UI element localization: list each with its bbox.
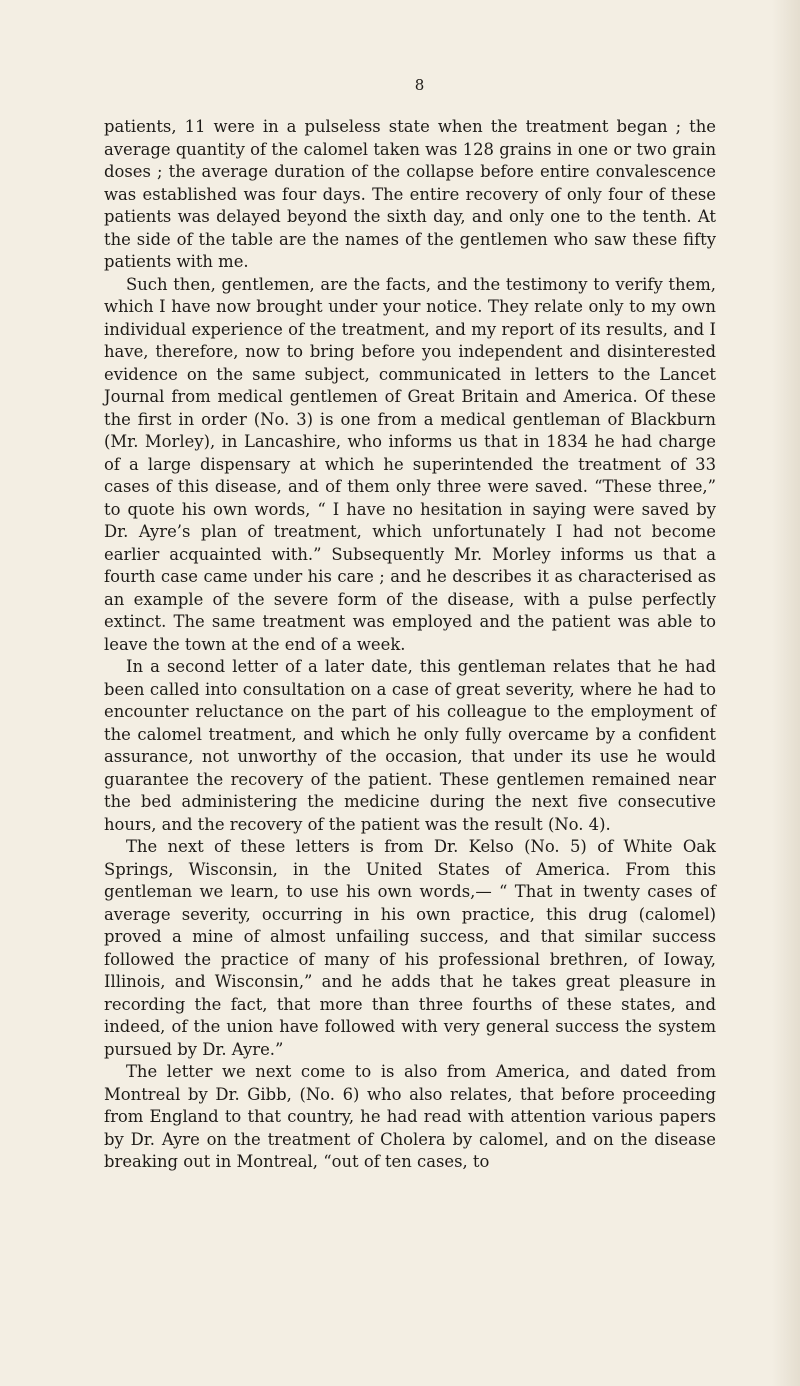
paragraph: In a second letter of a later date, this gentleman relates that he had been called into consultation on a case of great severity, where he had to encounter reluctance on the part of his colleague to the employment of the calomel treatment, and which he only fully overcame by a confident assurance, not unworthy of the occasion, that under its use he would guarantee the recovery of the patient. These gentlemen remained near the bed administering the medicine during the next five consecutive hours, and the recovery of the patient was the result (No. 4). bbox=[104, 657, 716, 834]
paragraph: The next of these letters is from Dr. Kelso (No. 5) of White Oak Springs, Wisconsin, in the United States of America. From this gentleman we learn, to use his own words,— “ That in twenty cases of average severity, occurring in his own practice, this drug (calomel) proved a mine of almost unfailing success, and that similar success followed the practice of many of his professional brethren, of Ioway, Illinois, and Wisconsin,” and he adds that he takes great pleasure in recording the fact, that more than three fourths of these states, and indeed, of the union have followed with very general success the system pursued by Dr. Ayre.” bbox=[104, 837, 716, 1059]
body-text bbox=[104, 116, 716, 1174]
paragraph: patients, 11 were in a pulseless state when the treatment began ; the average quantity of the calomel taken was 128 grains in one or two grain doses ; the average duration of the collapse before entire convalescence was established was four days. The entire recovery of only four of these patients was delayed beyond the sixth day, and only one to the tenth. At the side of the table are the names of the gentlemen who saw these fifty patients with me. bbox=[104, 117, 716, 271]
paragraph: Such then, gentlemen, are the facts, and the testimony to verify them, which I have now brought under your notice. They relate only to my own individual experience of the treatment, and my report of its results, and I have, therefore, now to bring before you independent and disinterested evidence on the same subject, communicated in letters to the Lancet Journal from medical gentlemen of Great Britain and America. Of these the first in order (No. 3) is one from a medical gentleman of Blackburn (Mr. Morley), in Lancashire, who informs us that in 1834 he had charge of a large dispensary at which he superintended the treatment of 33 cases of this disease, and of them only three were saved. “These three,” to quote his own words, “ I have no hesitation in saying were saved by Dr. Ayre’s plan of treatment, which unfortunately I had not become earlier acquainted with.” Subsequently Mr. Morley informs us that a fourth case came under his care ; and he describes it as characterised as an example of the severe form of the disease, with a pulse perfectly extinct. The same treatment was employed and the patient was able to leave the town at the end of a week. bbox=[104, 274, 716, 654]
page-edge-shadow bbox=[772, 0, 800, 1386]
page-number: 8 bbox=[414, 76, 426, 94]
paragraph: The letter we next come to is also from America, and dated from Montreal by Dr. Gibb, (No. 6) who also relates, that before proceeding from England to that country, he had read with attention various papers by Dr. Ayre on the treatment of Cholera by calomel, and on the disease breaking out in Montreal, “out of ten cases, to bbox=[104, 1062, 716, 1171]
